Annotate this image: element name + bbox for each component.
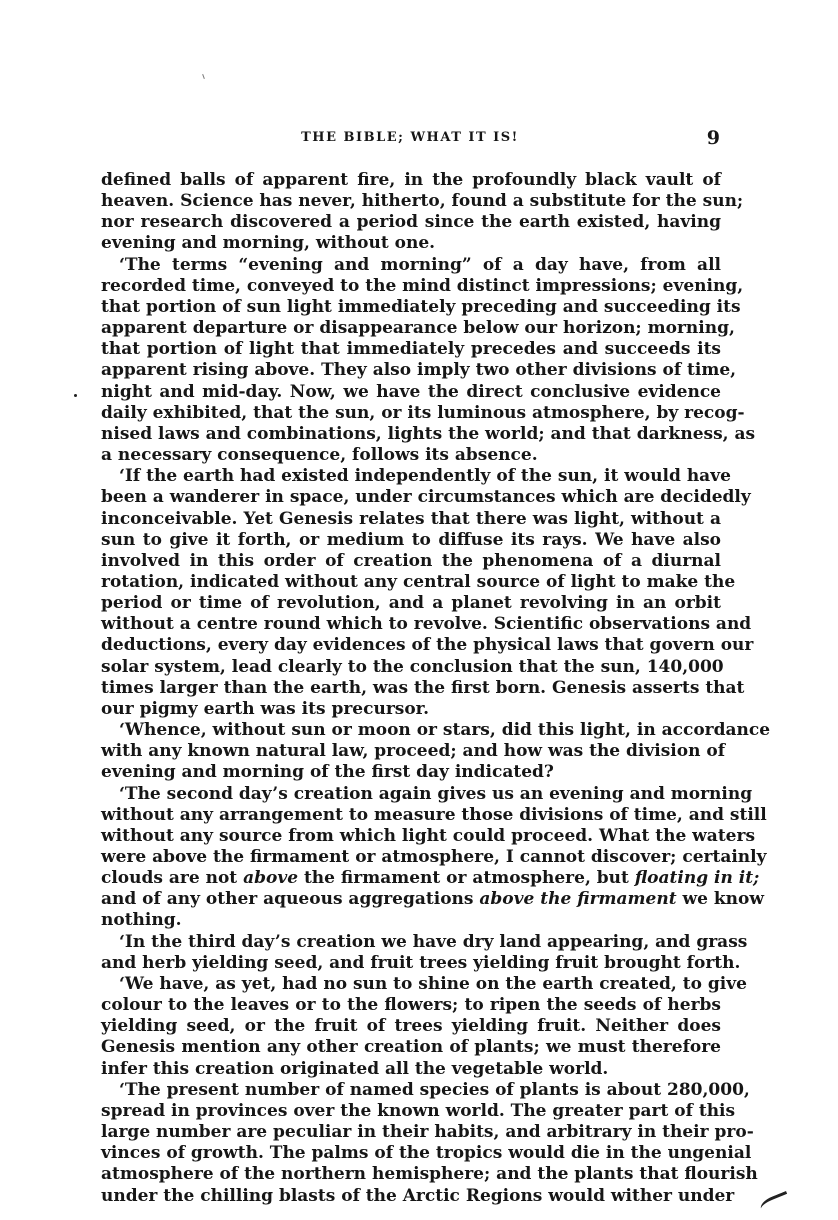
text-line: and herb yielding seed, and fruit trees yielding fruit brought forth. [101,952,741,973]
text-line: a necessary consequence, follows its absence. [101,445,538,466]
text-fragment: and of any other aqueous aggregations [101,889,474,910]
text-line: times larger than the earth, was the first born. Genesis asserts that [101,677,745,698]
text-fragment: the firmament or atmosphere, but [303,868,629,889]
text-line: without a centre round which to revolve. Scientific observations and [101,614,752,635]
text-line: involved in this order of creation the phenomena of a diurnal [101,550,721,571]
italic-fragment: floating in it; [634,868,760,889]
page-number: 9 [706,127,720,149]
text-line: sun to give it forth, or medium to diffuse its rays. We have also [101,529,721,550]
text-line: nor research discovered a period since the earth existed, having [101,212,721,233]
text-line: heaven. Science has never, hitherto, found a substitute for the sun; [101,191,744,212]
text-line-with-italics [101,868,760,889]
text-line-with-italics [101,889,764,910]
text-line: apparent rising above. They also imply two other divisions of time, [101,360,737,381]
text-line: that portion of sun light immediately preceding and succeeding its [101,296,741,317]
text-line: defined balls of apparent fire, in the profoundly black vault of [101,170,721,190]
stray-ink-mark [202,74,205,79]
running-title: THE BIBLE; WHAT IT IS! [301,130,519,145]
text-line: Genesis mention any other creation of plants; we must therefore [101,1037,721,1058]
text-line: ‘Whence, without sun or moon or stars, did this light, in accordance [119,720,771,741]
page-corner-mark [758,1191,791,1216]
text-line: without any source from which light could proceed. What the waters [101,825,756,846]
text-line: yielding seed, or the fruit of trees yielding fruit. Neither does [101,1016,721,1037]
text-line: nised laws and combinations, lights the world; and that darkness, as [101,423,756,444]
text-line: atmosphere of the northern hemisphere; and the plants that flourish [101,1164,758,1185]
text-line: night and mid-day. Now, we have the direct conclusive evidence [101,381,721,402]
text-line: inconceivable. Yet Genesis relates that there was light, without a [101,508,721,529]
italic-fragment: above [243,868,299,889]
text-line: nothing. [101,910,182,931]
text-line: been a wanderer in space, under circumstances which are decidedly [101,487,751,508]
text-fragment: we know [682,889,764,910]
text-line: ‘The second day’s creation again gives us an evening and morning [119,783,753,804]
body-text [101,170,771,1207]
text-line: under the chilling blasts of the Arctic Regions would wither under [101,1185,735,1206]
text-line: deductions, every day evidences of the physical laws that govern our [101,635,754,656]
text-line: vinces of growth. The palms of the tropics would die in the ungenial [101,1143,752,1164]
text-line: ‘We have, as yet, had no sun to shine on the earth created, to give [119,973,747,994]
text-line: spread in provinces over the known world. The greater part of this [101,1100,736,1121]
text-line: recorded time, conveyed to the mind distinct impressions; evening, [101,275,744,296]
text-line: large number are peculiar in their habits, and arbitrary in their pro- [101,1122,754,1143]
text-line: with any known natural law, proceed; and how was the division of [101,741,726,762]
margin-mark [74,394,77,397]
text-line: solar system, lead clearly to the conclusion that the sun, 140,000 [101,656,724,677]
text-line: colour to the leaves or to the flowers; to ripen the seeds of herbs [101,995,721,1016]
text-line: daily exhibited, that the sun, or its luminous atmosphere, by recog- [101,402,745,423]
italic-fragment: above the firmament [479,889,677,910]
text-line: our pigmy earth was its precursor. [101,698,429,719]
text-fragment: clouds are not [101,868,238,889]
text-line: were above the firmament or atmosphere, I cannot discover; certainly [101,847,767,867]
text-line: without any arrangement to measure those divisions of time, and still [101,804,767,825]
text-line: period or time of revolution, and a planet revolving in an orbit [101,593,721,614]
text-line: ‘If the earth had existed independently of the sun, it would have [119,466,731,487]
text-line: evening and morning, without one. [101,233,436,254]
text-line: evening and morning of the first day indicated? [101,762,554,783]
text-line: ‘The terms “evening and morning” of a day have, from all [119,254,721,275]
text-line: infer this creation originated all the vegetable world. [101,1058,609,1079]
text-line: ‘The present number of named species of plants is about 280,000, [119,1079,750,1100]
running-head [100,127,720,154]
text-line: rotation, indicated without any central source of light to make the [101,571,736,592]
text-line: ‘In the third day’s creation we have dry land appearing, and grass [119,931,748,952]
text-line: apparent departure or disappearance below our horizon; morning, [101,318,735,339]
text-line: that portion of light that immediately precedes and succeeds its [101,339,721,360]
